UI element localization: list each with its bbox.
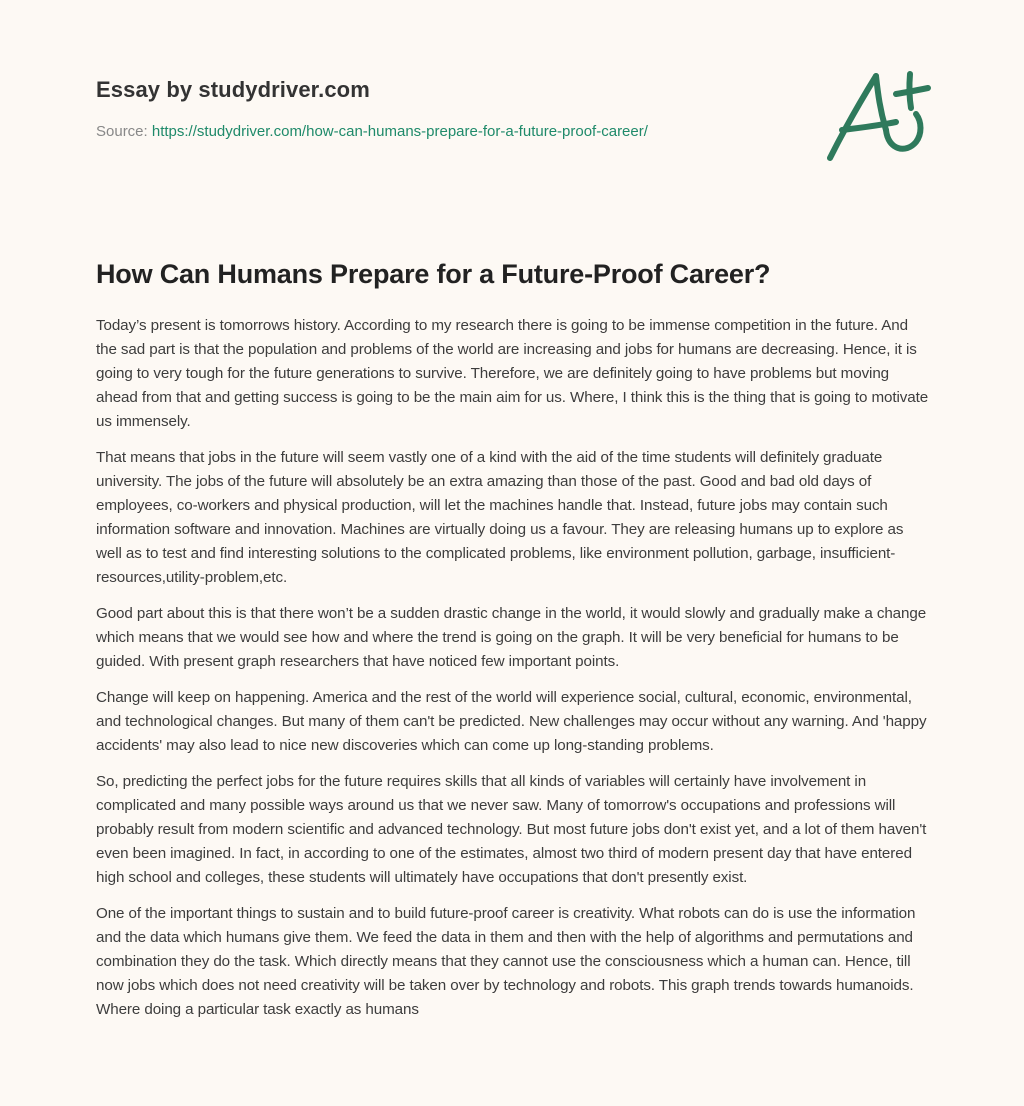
article-paragraph: Today’s present is tomorrows history. According to my research there is going to be immense competition in the future. And the sad part is that the population and problems of the world are increasing and jobs for humans are decreasing. Hence, it is going to very tough for the future generations to survive. Therefore, we are definitely going to have problems but moving ahead from that and getting success is going to be the main aim for us. Where, I think this is the thing that is going to motivate us immensely. (96, 317, 929, 430)
article-title: How Can Humans Prepare for a Future-Proof Career? (96, 259, 771, 289)
article (96, 252, 932, 1034)
source-link[interactable]: https://studydriver.com/how-can-humans-prepare-for-a-future-proof-career/ (151, 123, 648, 140)
article-paragraph: Good part about this is that there won’t be a sudden drastic change in the world, it would slowly and gradually make a change which means that we would see how and where the trend is going on the graph. It will be very beneficial for humans to be guided. With present graph researchers that have noticed few important points. (96, 605, 927, 670)
page-header (96, 74, 796, 142)
article-paragraph: So, predicting the perfect jobs for the future requires skills that all kinds of variables will certainly have involvement in complicated and many possible ways around us that we never saw. Many of tomorrow's occupations and professions will probably result from modern scientific and advanced technology. But most future jobs don't exist yet, and a lot of them haven't even been imagined. In fact, in according to one of the estimates, almost two third of modern present day that have entered high school and colleges, these students will ultimately have occupations that don't presently exist. (96, 773, 927, 886)
source-line (96, 122, 796, 142)
article-paragraph: One of the important things to sustain and to build future-proof career is creativity. What robots can do is use the information and the data which humans give them. We feed the data in them and then with the help of algorithms and permutations and combination they do the task. Which directly means that they cannot use the consciousness which a human can. Hence, till now jobs which does not need creativity will be taken over by technology and robots. This graph trends towards humanoids. Where doing a particular task exactly as humans (96, 905, 916, 1018)
article-paragraph: That means that jobs in the future will seem vastly one of a kind with the aid of the time students will definitely graduate university. The jobs of the future will absolutely be an extra amazing than those of the past. Good and bad old days of employees, co-workers and physical production, will let the machines handle that. Instead, future jobs may contain such information software and innovation. Machines are virtually doing us a favour. They are releasing humans up to explore as well as to test and find interesting solutions to the complicated problems, like environment pollution, garbage, insufficient-resources,utility-problem,etc. (96, 449, 904, 586)
site-title: Essay by studydriver.com (96, 77, 370, 102)
source-label: Source: (96, 123, 148, 140)
a-plus-grade-icon (820, 64, 935, 168)
article-paragraph: Change will keep on happening. America and the rest of the world will experience social, cultural, economic, environmental, and technological changes. But many of them can't be predicted. New challenges may occur without any warning. And 'happy accidents' may also lead to nice new discoveries which can come up long-standing problems. (96, 689, 927, 754)
